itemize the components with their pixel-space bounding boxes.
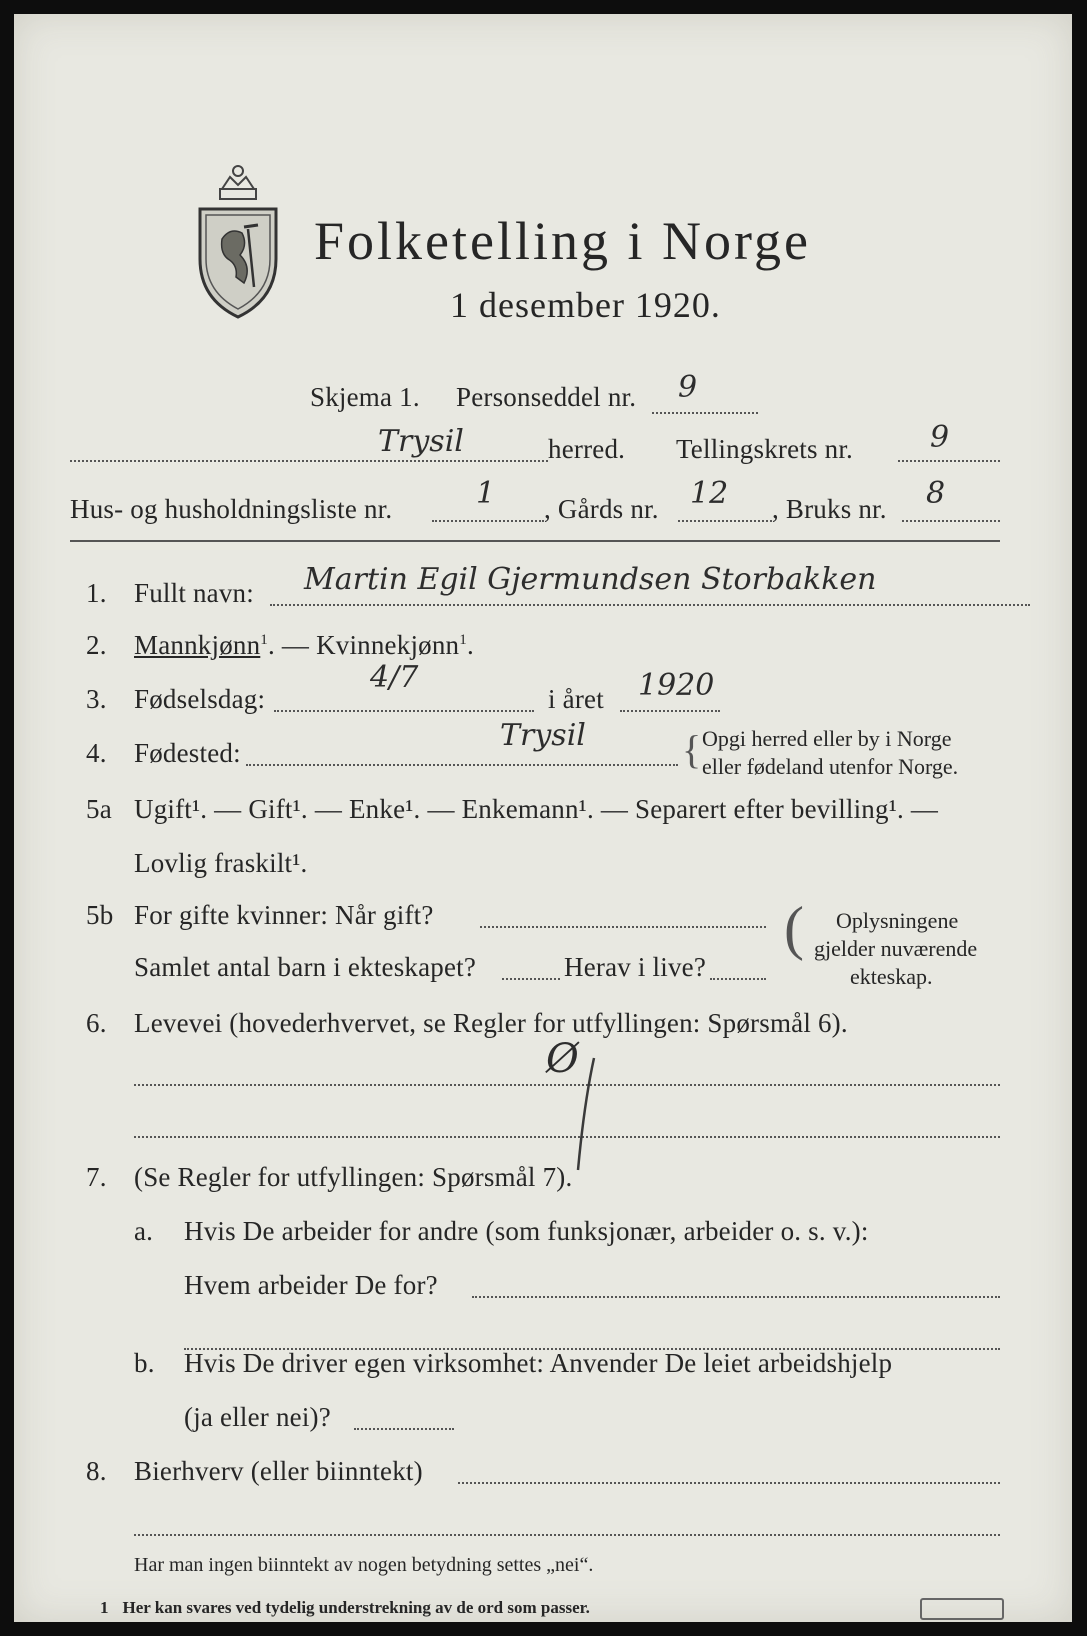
birthplace-field[interactable]: Trysil	[500, 718, 586, 753]
gender-end: .	[466, 630, 474, 660]
marital-status-options[interactable]: Ugift¹. — Gift¹. — Enke¹. — Enkemann¹. — Separert efter bevilling¹. —	[134, 794, 939, 824]
tellingskrets-field[interactable]: 9	[930, 420, 950, 455]
hus-field[interactable]: 1	[476, 476, 496, 511]
q8-number: 8.	[86, 1456, 107, 1486]
q5b-number: 5b	[86, 900, 114, 930]
year-label: i året	[548, 684, 604, 714]
married-when-label: For gifte kvinner: Når gift?	[134, 900, 434, 930]
q7b-text: Hvis De driver egen virksomhet: Anvender De leiet arbeidshjelp	[184, 1348, 893, 1378]
children-alive-label: Herav i live?	[564, 952, 707, 982]
hus-label: Hus- og husholdningsliste nr.	[70, 494, 393, 524]
printer-stamp	[920, 1598, 1004, 1620]
page-title: Folketelling i Norge	[314, 211, 811, 271]
q7-number: 7.	[86, 1162, 107, 1192]
skjema-label: Skjema 1.	[310, 382, 420, 412]
q3-label: Fødselsdag:	[134, 684, 266, 714]
q4-number: 4.	[86, 738, 107, 768]
employer-label: Hvem arbeider De for?	[184, 1270, 438, 1300]
female-option[interactable]: Kvinnekjønn	[316, 630, 460, 660]
birthplace-note-1: Opgi herred eller by i Norge	[702, 726, 952, 751]
bracket: {	[682, 727, 702, 772]
footnote-mark: 1	[100, 1598, 109, 1617]
marriage-note-3: ekteskap.	[850, 964, 933, 989]
norway-coat-of-arms-icon	[192, 159, 284, 319]
hired-help-label: (ja eller nei)?	[184, 1402, 331, 1432]
footnote-mark: 1	[459, 632, 467, 648]
divorced-option[interactable]: Lovlig fraskilt¹.	[134, 848, 308, 878]
q8-label: Bierhverv (eller biinntekt)	[134, 1456, 423, 1486]
census-date: 1 desember 1920.	[450, 285, 721, 325]
census-form	[14, 14, 1072, 1622]
income-note: Har man ingen biinntekt av nogen betydning settes „nei“.	[134, 1554, 594, 1576]
q1-number: 1.	[86, 578, 107, 608]
personseddel-label: Personseddel nr.	[456, 382, 637, 412]
q5a-number: 5a	[86, 794, 112, 824]
bracket: (	[784, 895, 804, 961]
occupation-field[interactable]: Ø	[546, 1036, 579, 1082]
footnote	[100, 1598, 590, 1618]
herred-label: herred.	[548, 434, 626, 464]
full-name-field[interactable]: Martin Egil Gjermundsen Storbakken	[304, 562, 877, 597]
gards-label: , Gårds nr.	[544, 494, 659, 524]
birthplace-note-2: eller fødeland utenfor Norge.	[702, 754, 959, 779]
bruks-field[interactable]: 8	[926, 476, 946, 511]
q7a-letter: a.	[134, 1216, 154, 1246]
pen-stroke-mark	[554, 1054, 604, 1174]
bruks-label: , Bruks nr.	[772, 494, 887, 524]
tellingskrets-label: Tellingskrets nr.	[676, 434, 853, 464]
personseddel-field[interactable]: 9	[678, 370, 698, 405]
q1-label: Fullt navn:	[134, 578, 254, 608]
q7a-text: Hvis De arbeider for andre (som funksjonær, arbeider o. s. v.):	[184, 1216, 869, 1246]
q2-number: 2.	[86, 630, 107, 660]
footnote-text: Her kan svares ved tydelig understrekning av de ord som passer.	[122, 1598, 590, 1617]
q7b-letter: b.	[134, 1348, 155, 1378]
q4-label: Fødested:	[134, 738, 241, 768]
children-count-label: Samlet antal barn i ekteskapet?	[134, 952, 477, 982]
q6-label: Levevei (hovederhvervet, se Regler for utfyllingen: Spørsmål 6).	[134, 1008, 848, 1038]
q6-number: 6.	[86, 1008, 107, 1038]
marriage-note-1: Oplysningene	[836, 908, 959, 933]
gender-line	[134, 630, 474, 661]
gards-field[interactable]: 12	[690, 476, 729, 511]
birth-year-field[interactable]: 1920	[638, 668, 715, 703]
q3-number: 3.	[86, 684, 107, 714]
gender-separator: . —	[268, 630, 317, 660]
herred-field[interactable]: Trysil	[378, 424, 464, 459]
birthday-field[interactable]: 4/7	[370, 660, 419, 695]
male-option[interactable]: Mannkjønn	[134, 630, 261, 660]
marriage-note-2: gjelder nuværende	[814, 936, 978, 961]
footnote-mark: 1	[260, 632, 268, 648]
q7-label: (Se Regler for utfyllingen: Spørsmål 7).	[134, 1162, 573, 1192]
